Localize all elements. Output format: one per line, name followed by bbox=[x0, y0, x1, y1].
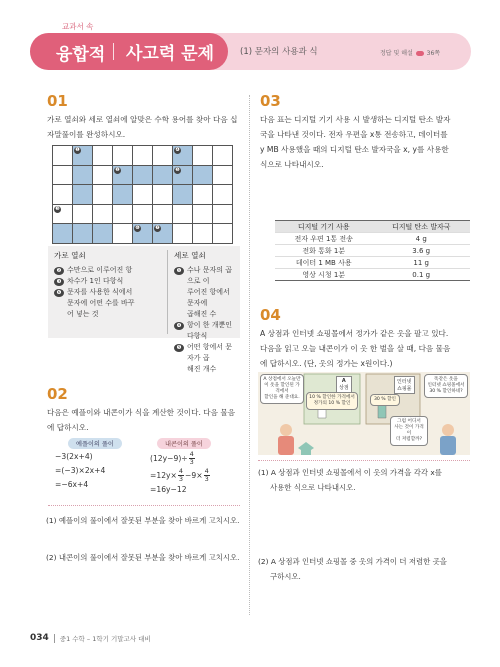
bubble-line: A 상점에서 오늘만 bbox=[263, 377, 301, 382]
header-title-separator bbox=[113, 43, 114, 60]
crossword-number: ❷ bbox=[115, 166, 120, 173]
down-clues bbox=[174, 250, 238, 375]
crossword-cell bbox=[133, 146, 153, 166]
q1-text-line: 가로 열쇠와 세로 열쇠에 알맞은 수학 용어를 찾아 다음 십 bbox=[47, 115, 238, 124]
clue-line: 수만으로 이루어진 항 bbox=[67, 266, 133, 274]
bubble-line: 똑같은 옷을 bbox=[434, 377, 458, 382]
q3-text-line: 국을 나타낸 것이다. 전자 우편을 x통 전송하고, 데이터를 bbox=[260, 130, 448, 139]
q4-sub2 bbox=[258, 554, 447, 584]
q2-text-line: 다음은 예플이와 내콘이가 식을 계산한 것이다. 다음 물음 bbox=[47, 408, 236, 417]
footer bbox=[30, 633, 151, 643]
crossword-cell bbox=[73, 224, 93, 244]
q4-text-line: 에 답하시오. (단, 옷의 정가는 x원이다.) bbox=[260, 359, 393, 368]
answer-reference bbox=[380, 48, 440, 57]
q2-text bbox=[47, 405, 235, 435]
crossword-number: ❶ bbox=[75, 147, 80, 153]
clue-text bbox=[187, 342, 238, 375]
right-l2a: =12y× bbox=[150, 471, 177, 480]
fraction bbox=[189, 451, 195, 466]
crossword-cell bbox=[113, 224, 133, 244]
clue-box bbox=[48, 246, 240, 373]
left-solution-label: 예플이의 풀이 bbox=[68, 438, 122, 449]
bubble-line: 할인을 해 준대요. bbox=[264, 395, 300, 400]
header-bar bbox=[30, 33, 471, 70]
clue-item bbox=[54, 276, 162, 287]
crossword-cell bbox=[213, 224, 233, 244]
clue-text bbox=[67, 287, 135, 320]
crossword-cell bbox=[173, 165, 193, 185]
clue-line: 문자에 어떤 수를 바꾸 bbox=[67, 299, 135, 307]
table-cell: 데이터 1 MB 사용 bbox=[275, 257, 372, 269]
q4-sub2-line: (2) A 상점과 인터넷 쇼핑몰 중 옷의 가격이 더 저렴한 곳을 bbox=[258, 557, 447, 566]
q2-number: 02 bbox=[47, 385, 68, 403]
crossword-cell bbox=[93, 204, 113, 224]
clue-number: ❷ bbox=[54, 267, 64, 275]
crossword-row bbox=[53, 204, 233, 224]
clue-line: 해진 개수 bbox=[187, 365, 217, 373]
crossword-cell bbox=[173, 146, 193, 166]
clue-line: 문자를 사용한 식에서 bbox=[67, 288, 133, 296]
crossword-row bbox=[53, 185, 233, 205]
crossword-cell bbox=[153, 146, 173, 166]
clue-number: ❺ bbox=[174, 344, 184, 352]
q2-text-line: 에 답하시오. bbox=[47, 423, 89, 432]
crossword-cell bbox=[113, 146, 133, 166]
across-title: 가로 열쇠 bbox=[54, 251, 86, 260]
clue-number: ❸ bbox=[54, 278, 64, 286]
crossword-cell bbox=[133, 165, 153, 185]
crossword-cell bbox=[133, 204, 153, 224]
crossword-cell bbox=[73, 204, 93, 224]
shopping-illustration bbox=[258, 372, 470, 455]
q4-text-line: 다음을 읽고 오늘 내콘이가 이 옷 한 벌을 살 때, 다음 물음 bbox=[260, 344, 451, 353]
left-solution-line: =(−3)×2x+4 bbox=[55, 466, 106, 475]
footer-separator bbox=[54, 634, 55, 643]
shop-b-sign bbox=[394, 376, 415, 394]
left-solution-line: =−6x+4 bbox=[55, 480, 89, 489]
crossword-cell bbox=[173, 185, 193, 205]
clue-item bbox=[54, 265, 162, 276]
crossword-number: ❹ bbox=[175, 147, 180, 153]
clue-line: 수나 문자의 곱으로 이 bbox=[187, 266, 233, 285]
shop-b-sign-line: 인터넷 bbox=[397, 379, 412, 385]
crossword-number: ❺ bbox=[175, 166, 180, 173]
clue-item bbox=[174, 320, 238, 342]
table-header-row bbox=[275, 221, 470, 233]
clue-item bbox=[174, 265, 238, 320]
crossword-cell bbox=[133, 224, 153, 244]
answer-reference-page: 36쪽 bbox=[426, 50, 441, 57]
crossword-cell bbox=[73, 185, 93, 205]
fraction-num: 4 bbox=[189, 449, 194, 458]
header-section: (1) 문자의 사용과 식 bbox=[240, 47, 318, 57]
q4-text-line: A 상점과 인터넷 쇼핑몰에서 정가가 같은 옷을 팔고 있다. bbox=[260, 329, 449, 338]
clue-line: 루어진 항에서 문자에 bbox=[187, 288, 230, 307]
table-cell: 0.1 g bbox=[372, 269, 470, 281]
right-solution-label: 내콘이의 풀이 bbox=[157, 438, 211, 449]
crossword-cell bbox=[73, 146, 93, 166]
crossword-cell bbox=[193, 224, 213, 244]
left-solution-line: −3(2x+4) bbox=[55, 452, 93, 461]
clue-number: ❶ bbox=[174, 267, 184, 275]
crossword-cell bbox=[173, 224, 193, 244]
crossword-cell bbox=[173, 204, 193, 224]
table-cell: 3.6 g bbox=[372, 245, 470, 257]
crossword-cell bbox=[193, 146, 213, 166]
table-cell: 전자 우편 1통 전송 bbox=[275, 233, 372, 245]
table-header: 디지털 기기 사용 bbox=[275, 221, 372, 233]
crossword-cell bbox=[93, 165, 113, 185]
divider-line bbox=[48, 505, 240, 506]
bubble-line: 사는 것이 가격이 bbox=[394, 425, 424, 436]
table-cell: 11 g bbox=[372, 257, 470, 269]
shop-a-sign bbox=[336, 376, 352, 393]
q4-sub1 bbox=[258, 465, 442, 495]
crossword-cell bbox=[213, 185, 233, 205]
crossword-cell bbox=[53, 165, 73, 185]
header-kicker: 교과서 속 bbox=[62, 22, 94, 31]
clue-text bbox=[187, 320, 238, 342]
answer-reference-prefix: 정답 및 해설 bbox=[380, 50, 413, 57]
divider-line bbox=[258, 460, 470, 461]
bubble-line: 이 옷을 할인된 가격에서 bbox=[264, 383, 300, 394]
crossword-row bbox=[53, 224, 233, 244]
crossword-row bbox=[53, 165, 233, 185]
crossword-cell bbox=[113, 165, 133, 185]
bubble-line: 10 % 할인한 가격에서 bbox=[309, 395, 355, 400]
crossword-number: ❻ bbox=[135, 225, 140, 231]
crossword-number: ❸ bbox=[55, 205, 60, 212]
right-solution-line-1 bbox=[150, 450, 242, 466]
crossword-cell bbox=[53, 204, 73, 224]
crossword-cell bbox=[213, 165, 233, 185]
q4-sub2-line: 구하시오. bbox=[270, 572, 301, 581]
table-row bbox=[275, 245, 470, 257]
crossword-cell bbox=[193, 165, 213, 185]
carbon-footprint-table bbox=[275, 220, 470, 281]
table-cell: 영상 시청 1분 bbox=[275, 269, 372, 281]
crossword-number: ❼ bbox=[155, 225, 160, 231]
fraction-den: 3 bbox=[178, 475, 184, 483]
clue-line: 차수가 1인 다항식 bbox=[67, 277, 124, 285]
right-solution-line-2 bbox=[150, 466, 242, 485]
clue-item bbox=[174, 342, 238, 375]
fraction-num: 4 bbox=[204, 467, 209, 475]
fraction-num: 4 bbox=[178, 467, 184, 475]
clue-number: ❻ bbox=[54, 289, 64, 297]
column-divider bbox=[249, 95, 250, 615]
clue-line: 어떤 항에서 문자가 곱 bbox=[187, 343, 233, 362]
clue-text bbox=[187, 265, 238, 320]
q3-text-line: 식으로 나타내시오. bbox=[260, 160, 324, 169]
q3-text bbox=[260, 112, 450, 172]
page-number: 034 bbox=[30, 633, 49, 643]
left-solution bbox=[55, 450, 105, 492]
shop-b-discount: 30 % 할인 bbox=[370, 394, 400, 406]
bubble-line: 그럼 어디서 bbox=[397, 419, 421, 424]
clue-line: 어 넣는 것 bbox=[67, 310, 99, 318]
shop-a-sign-line: 상점 bbox=[339, 385, 349, 391]
header-title-pill bbox=[30, 33, 228, 70]
table-header: 디지털 탄소 발자국 bbox=[372, 221, 470, 233]
answer-dot-icon bbox=[416, 51, 424, 56]
speech-bubble bbox=[424, 374, 468, 398]
speech-bubble bbox=[260, 374, 304, 404]
crossword-cell bbox=[93, 146, 113, 166]
clue-divider bbox=[167, 250, 168, 334]
right-l2b: −9× bbox=[185, 471, 203, 480]
q4-text bbox=[260, 326, 450, 371]
crossword-cell bbox=[153, 165, 173, 185]
q3-number: 03 bbox=[260, 92, 281, 110]
crossword-cell bbox=[113, 185, 133, 205]
clue-item bbox=[54, 287, 162, 320]
shop-a-discount bbox=[306, 392, 358, 410]
crossword-cell bbox=[213, 146, 233, 166]
crossword-cell bbox=[153, 204, 173, 224]
table-row bbox=[275, 233, 470, 245]
crossword-cell bbox=[93, 224, 113, 244]
crossword-cell bbox=[153, 185, 173, 205]
clue-text bbox=[67, 276, 123, 287]
clue-text bbox=[67, 265, 132, 276]
bubble-line: 정가의 10 % 할인 bbox=[313, 401, 351, 406]
q2-sub1: (1) 예플이의 풀이에서 잘못된 부분을 찾아 바르게 고치시오. bbox=[46, 516, 240, 525]
crossword-grid bbox=[52, 145, 233, 244]
header-title-right: 사고력 문제 bbox=[126, 44, 215, 64]
fraction-den: 3 bbox=[204, 475, 209, 483]
q1-text-line: 자말풀이를 완성하시오. bbox=[47, 130, 126, 139]
crossword-cell bbox=[53, 185, 73, 205]
fraction-den: 3 bbox=[189, 457, 194, 466]
q4-sub1-line: (1) A 상점과 인터넷 쇼핑몰에서 이 옷의 가격을 각각 x를 bbox=[258, 468, 442, 477]
right-l1-text: (12y−9)÷ bbox=[150, 453, 188, 463]
crossword-cell bbox=[153, 224, 173, 244]
crossword-cell bbox=[73, 165, 93, 185]
crossword-cell bbox=[193, 204, 213, 224]
crossword-cell bbox=[193, 185, 213, 205]
bubble-line: 더 저렴할까? bbox=[395, 437, 423, 442]
footer-text: 중1 수학 – 1학기 기말고사 대비 bbox=[59, 634, 151, 643]
bubble-line: 30 % 할인하네? bbox=[429, 389, 463, 394]
fraction bbox=[178, 468, 184, 483]
q2-sub2: (2) 내콘이의 풀이에서 잘못된 부분을 찾아 바르게 고치시오. bbox=[46, 553, 240, 562]
crossword-cell bbox=[53, 224, 73, 244]
right-solution bbox=[150, 450, 242, 499]
right-solution-line-3: =16y−12 bbox=[150, 485, 187, 494]
fraction bbox=[204, 468, 210, 483]
across-clues bbox=[54, 250, 162, 320]
crossword-cell bbox=[133, 185, 153, 205]
crossword-cell bbox=[53, 146, 73, 166]
q4-number: 04 bbox=[260, 306, 281, 324]
header-title-left: 융합적 bbox=[56, 45, 106, 65]
shop-b-sign-line: 쇼핑몰 bbox=[397, 386, 412, 392]
crossword-cell bbox=[113, 204, 133, 224]
clue-line: 항이 한 개뿐인 다항식 bbox=[187, 321, 233, 340]
table-row bbox=[275, 269, 470, 281]
q4-sub1-line: 사용한 식으로 나타내시오. bbox=[270, 483, 356, 492]
down-title: 세로 열쇠 bbox=[174, 251, 206, 260]
crossword-cell bbox=[93, 185, 113, 205]
table-cell: 4 g bbox=[372, 233, 470, 245]
clue-number: ❹ bbox=[174, 322, 184, 330]
speech-bubble bbox=[390, 416, 428, 446]
bubble-line: 인터넷 쇼핑몰에서 bbox=[427, 383, 465, 388]
q1-number: 01 bbox=[47, 92, 68, 110]
crossword-row bbox=[53, 146, 233, 166]
shop-a-sign-line: A bbox=[341, 378, 346, 384]
table-row bbox=[275, 257, 470, 269]
crossword-cell bbox=[213, 204, 233, 224]
q1-text bbox=[47, 112, 237, 142]
clue-line: 곱해진 수 bbox=[187, 310, 217, 318]
q3-text-line: y MB 사용했을 때의 디지털 탄소 발자국을 x, y를 사용한 bbox=[260, 145, 449, 154]
q3-text-line: 다음 표는 디지털 기기 사용 시 발생하는 디지털 탄소 발자 bbox=[260, 115, 451, 124]
table-cell: 전화 통화 1분 bbox=[275, 245, 372, 257]
